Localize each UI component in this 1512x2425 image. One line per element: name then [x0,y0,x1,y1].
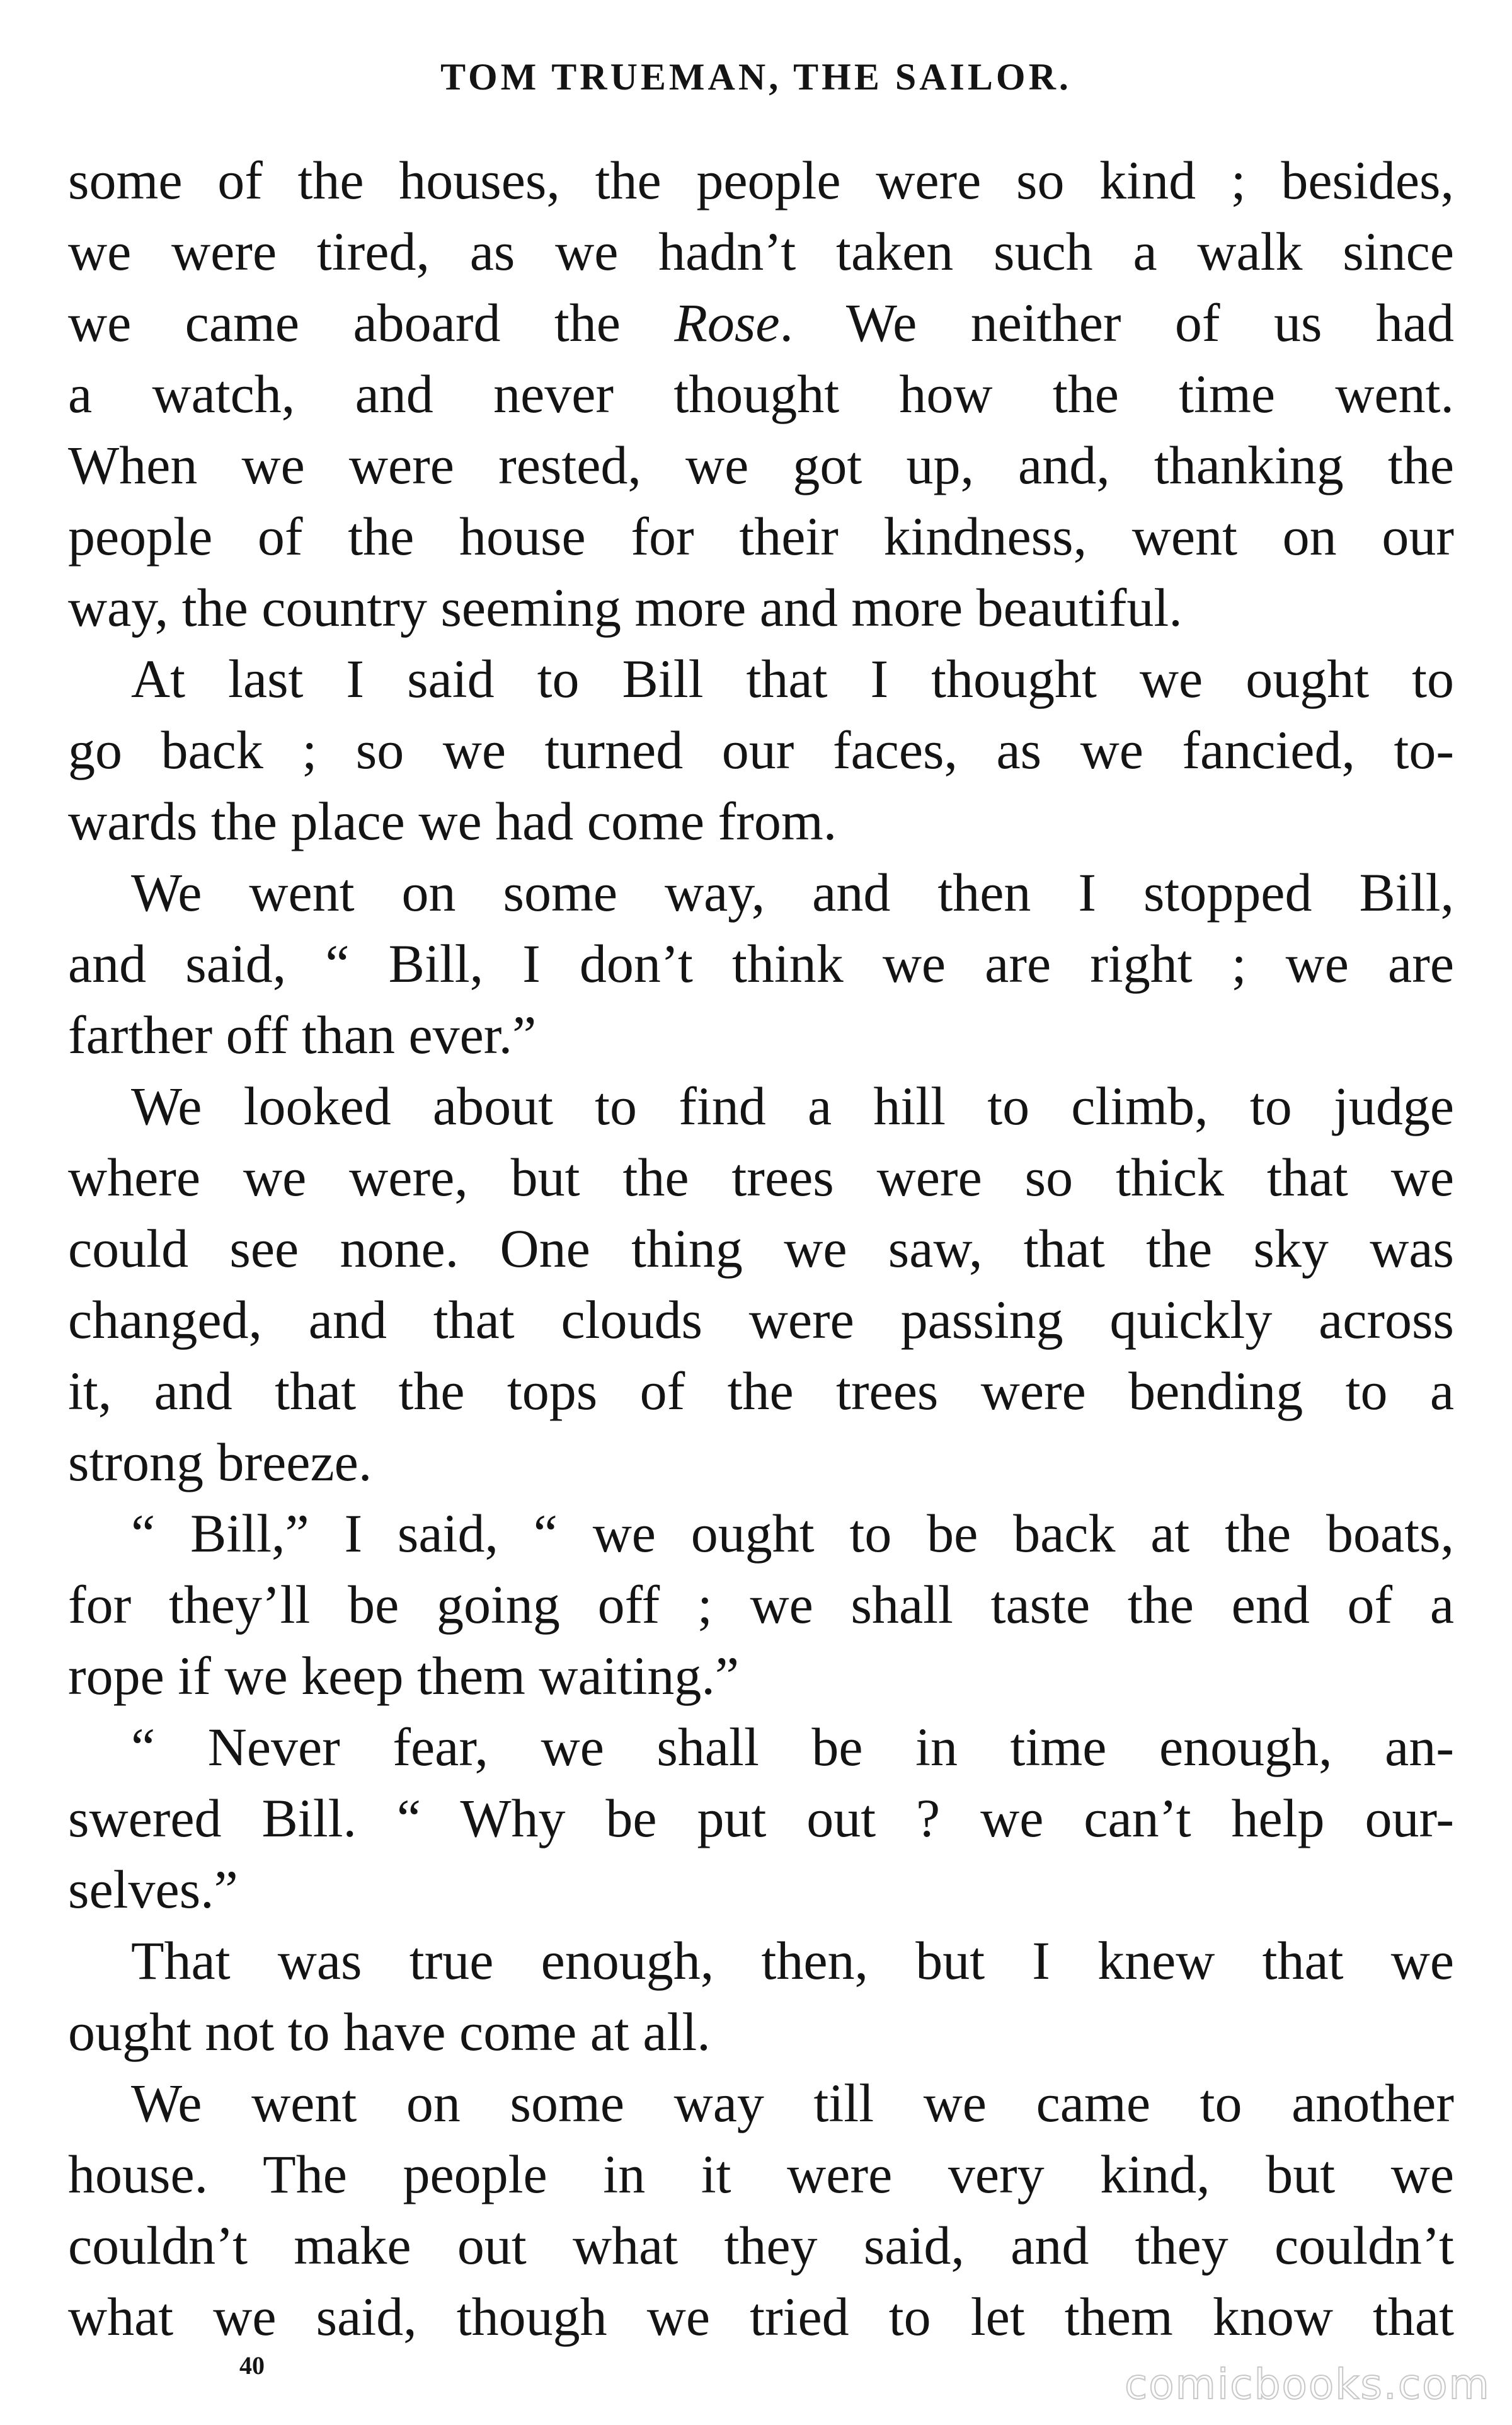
text-segment: We went on some way, and then I stopped Bill, [131,862,1454,923]
page-body [68,145,1454,2353]
text-segment: We went on some way till we came to another [131,2073,1454,2133]
text-line [68,216,1454,287]
text-line [68,1783,1454,1854]
text-line [68,359,1454,430]
text-segment: we were tired, as we hadn’t taken such a walk since [68,221,1454,282]
text-segment: swered Bill. “ Why be put out ? we can’t help our- [68,1788,1454,1848]
text-line [68,643,1454,715]
watermark: comicbooks.com [1125,2360,1491,2409]
text-line [68,572,1454,643]
text-line [68,999,1454,1071]
text-line [68,2281,1454,2353]
text-line [68,1356,1454,1427]
text-line [68,2068,1454,2139]
text-segment: When we were rested, we got up, and, thanking the [68,435,1454,495]
running-head: TOM TRUEMAN, THE SAILOR. [440,56,1072,98]
text-segment: That was true enough, then, but I knew that we [131,1930,1454,1991]
text-segment: . We neither of us had [779,292,1455,353]
ship-name: Rose [674,292,780,353]
text-line [68,786,1454,857]
text-segment: At last I said to Bill that I thought we ought to [131,648,1454,709]
text-line [68,1498,1454,1569]
text-line [68,715,1454,786]
text-line [68,501,1454,572]
text-segment: changed, and that clouds were passing quickly across [68,1289,1454,1350]
text-line [68,1925,1454,1996]
text-segment: rope if we keep them waiting.” [68,1645,740,1706]
text-line [68,1142,1454,1213]
text-line [68,1996,1454,2068]
text-segment: We looked about to find a hill to climb, to judge [131,1076,1454,1136]
text-segment: where we were, but the trees were so thick that we [68,1147,1454,1207]
text-line [68,1213,1454,1284]
text-segment: “ Bill,” I said, “ we ought to be back at the boats, [131,1503,1454,1564]
text-segment: it, and that the tops of the trees were bending to a [68,1361,1454,1421]
text-line [68,2139,1454,2210]
text-segment: and said, “ Bill, I don’t think we are right ; we are [68,933,1454,994]
text-line [68,1071,1454,1142]
text-segment: selves.” [68,1859,238,1920]
text-segment: we came aboard the [68,292,675,353]
text-segment: could see none. One thing we saw, that the sky was [68,1218,1454,1279]
text-segment: ought not to have come at all. [68,2002,711,2062]
text-segment: couldn’t make out what they said, and they couldn’t [68,2215,1454,2276]
text-segment: strong breeze. [68,1432,372,1492]
text-segment: way, the country seeming more and more beautiful. [68,577,1183,638]
text-segment: people of the house for their kindness, went on our [68,506,1454,567]
text-segment: what we said, though we tried to let them know that [68,2286,1454,2347]
text-line [68,857,1454,928]
text-line [68,2210,1454,2281]
text-line [68,1284,1454,1356]
text-segment: “ Never fear, we shall be in time enough, an- [131,1717,1454,1777]
text-line [68,1854,1454,1925]
text-line [68,1569,1454,1640]
text-line [68,145,1454,216]
text-segment: a watch, and never thought how the time went. [68,364,1454,424]
text-line [68,1427,1454,1498]
text-line [68,1640,1454,1712]
text-line [68,430,1454,501]
text-segment: house. The people in it were very kind, but we [68,2144,1454,2204]
text-line [68,928,1454,999]
text-line [68,287,1454,359]
page-number: 40 [239,2351,265,2380]
text-segment: wards the place we had come from. [68,791,837,851]
text-segment: some of the houses, the people were so kind ; besides, [68,150,1454,210]
text-segment: farther off than ever.” [68,1005,537,1065]
text-segment: for they’ll be going off ; we shall taste the end of a [68,1574,1454,1635]
text-line [68,1712,1454,1783]
text-segment: go back ; so we turned our faces, as we fancied, to- [68,720,1454,780]
